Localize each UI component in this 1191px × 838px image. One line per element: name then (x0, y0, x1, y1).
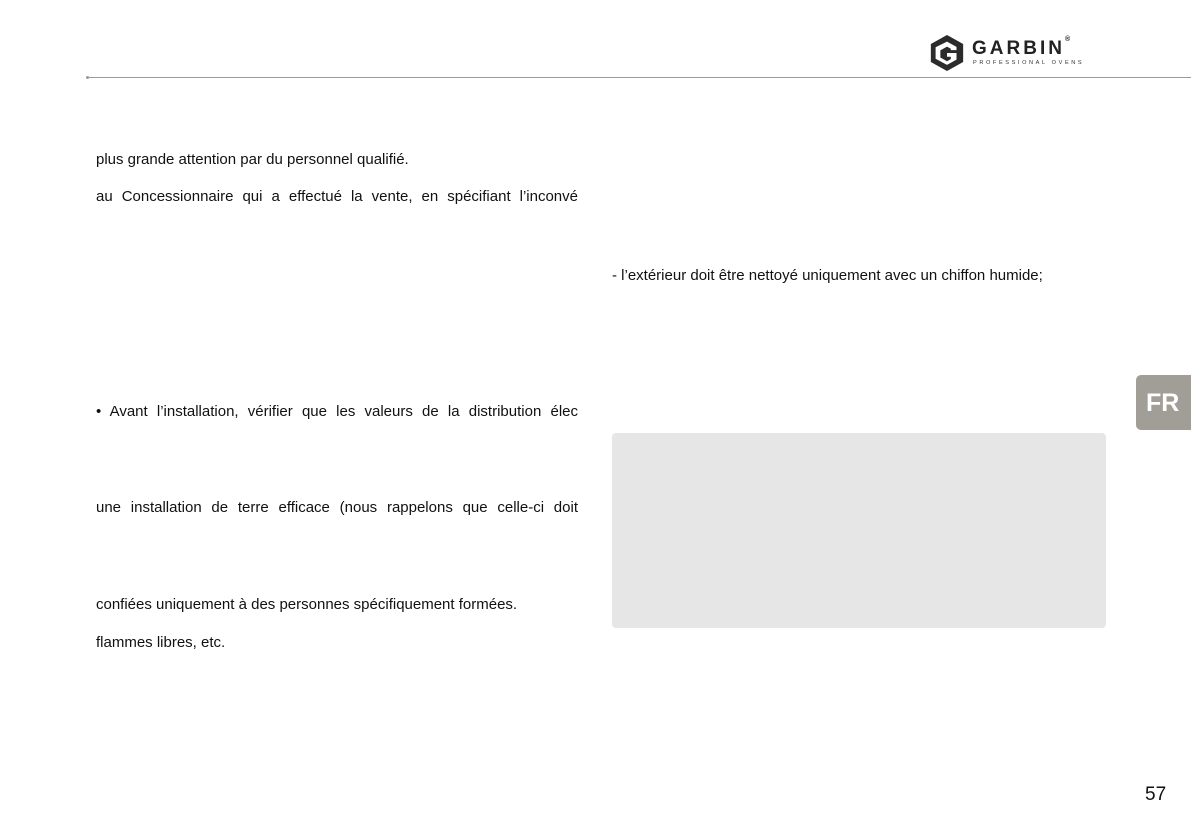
brand-tagline: PROFESSIONAL OVENS (973, 60, 1085, 66)
page-number: 57 (1145, 784, 1167, 805)
left-text-line-4: une installation de terre efficace (nous rappelons que celle-ci doit (96, 499, 578, 516)
garbin-logo (928, 34, 1108, 74)
language-tab-label: FR (1146, 389, 1180, 417)
left-text-line-6: flammes libres, etc. (96, 634, 226, 651)
brand-name (972, 38, 1070, 60)
left-text-line-1: plus grande attention par du personnel qualifié. (96, 151, 409, 168)
left-text-line-2: au Concessionnaire qui a effectué la vente, en spécifiant l’inconvé (96, 188, 578, 205)
grey-info-box (612, 433, 1106, 628)
header-rule (88, 77, 1191, 78)
left-text-line-3: • Avant l’installation, vérifier que les valeurs de la distribution élec (96, 403, 578, 420)
registered-mark: ® (1064, 36, 1071, 43)
garbin-logo-icon (928, 34, 966, 72)
brand-text: GARBIN (972, 38, 1065, 59)
left-text-line-5: confiées uniquement à des personnes spécifiquement formées. (96, 596, 518, 613)
language-tab-fr (1136, 375, 1191, 430)
right-text-line-1: - l’extérieur doit être nettoyé uniquement avec un chiffon humide; (612, 267, 1043, 284)
